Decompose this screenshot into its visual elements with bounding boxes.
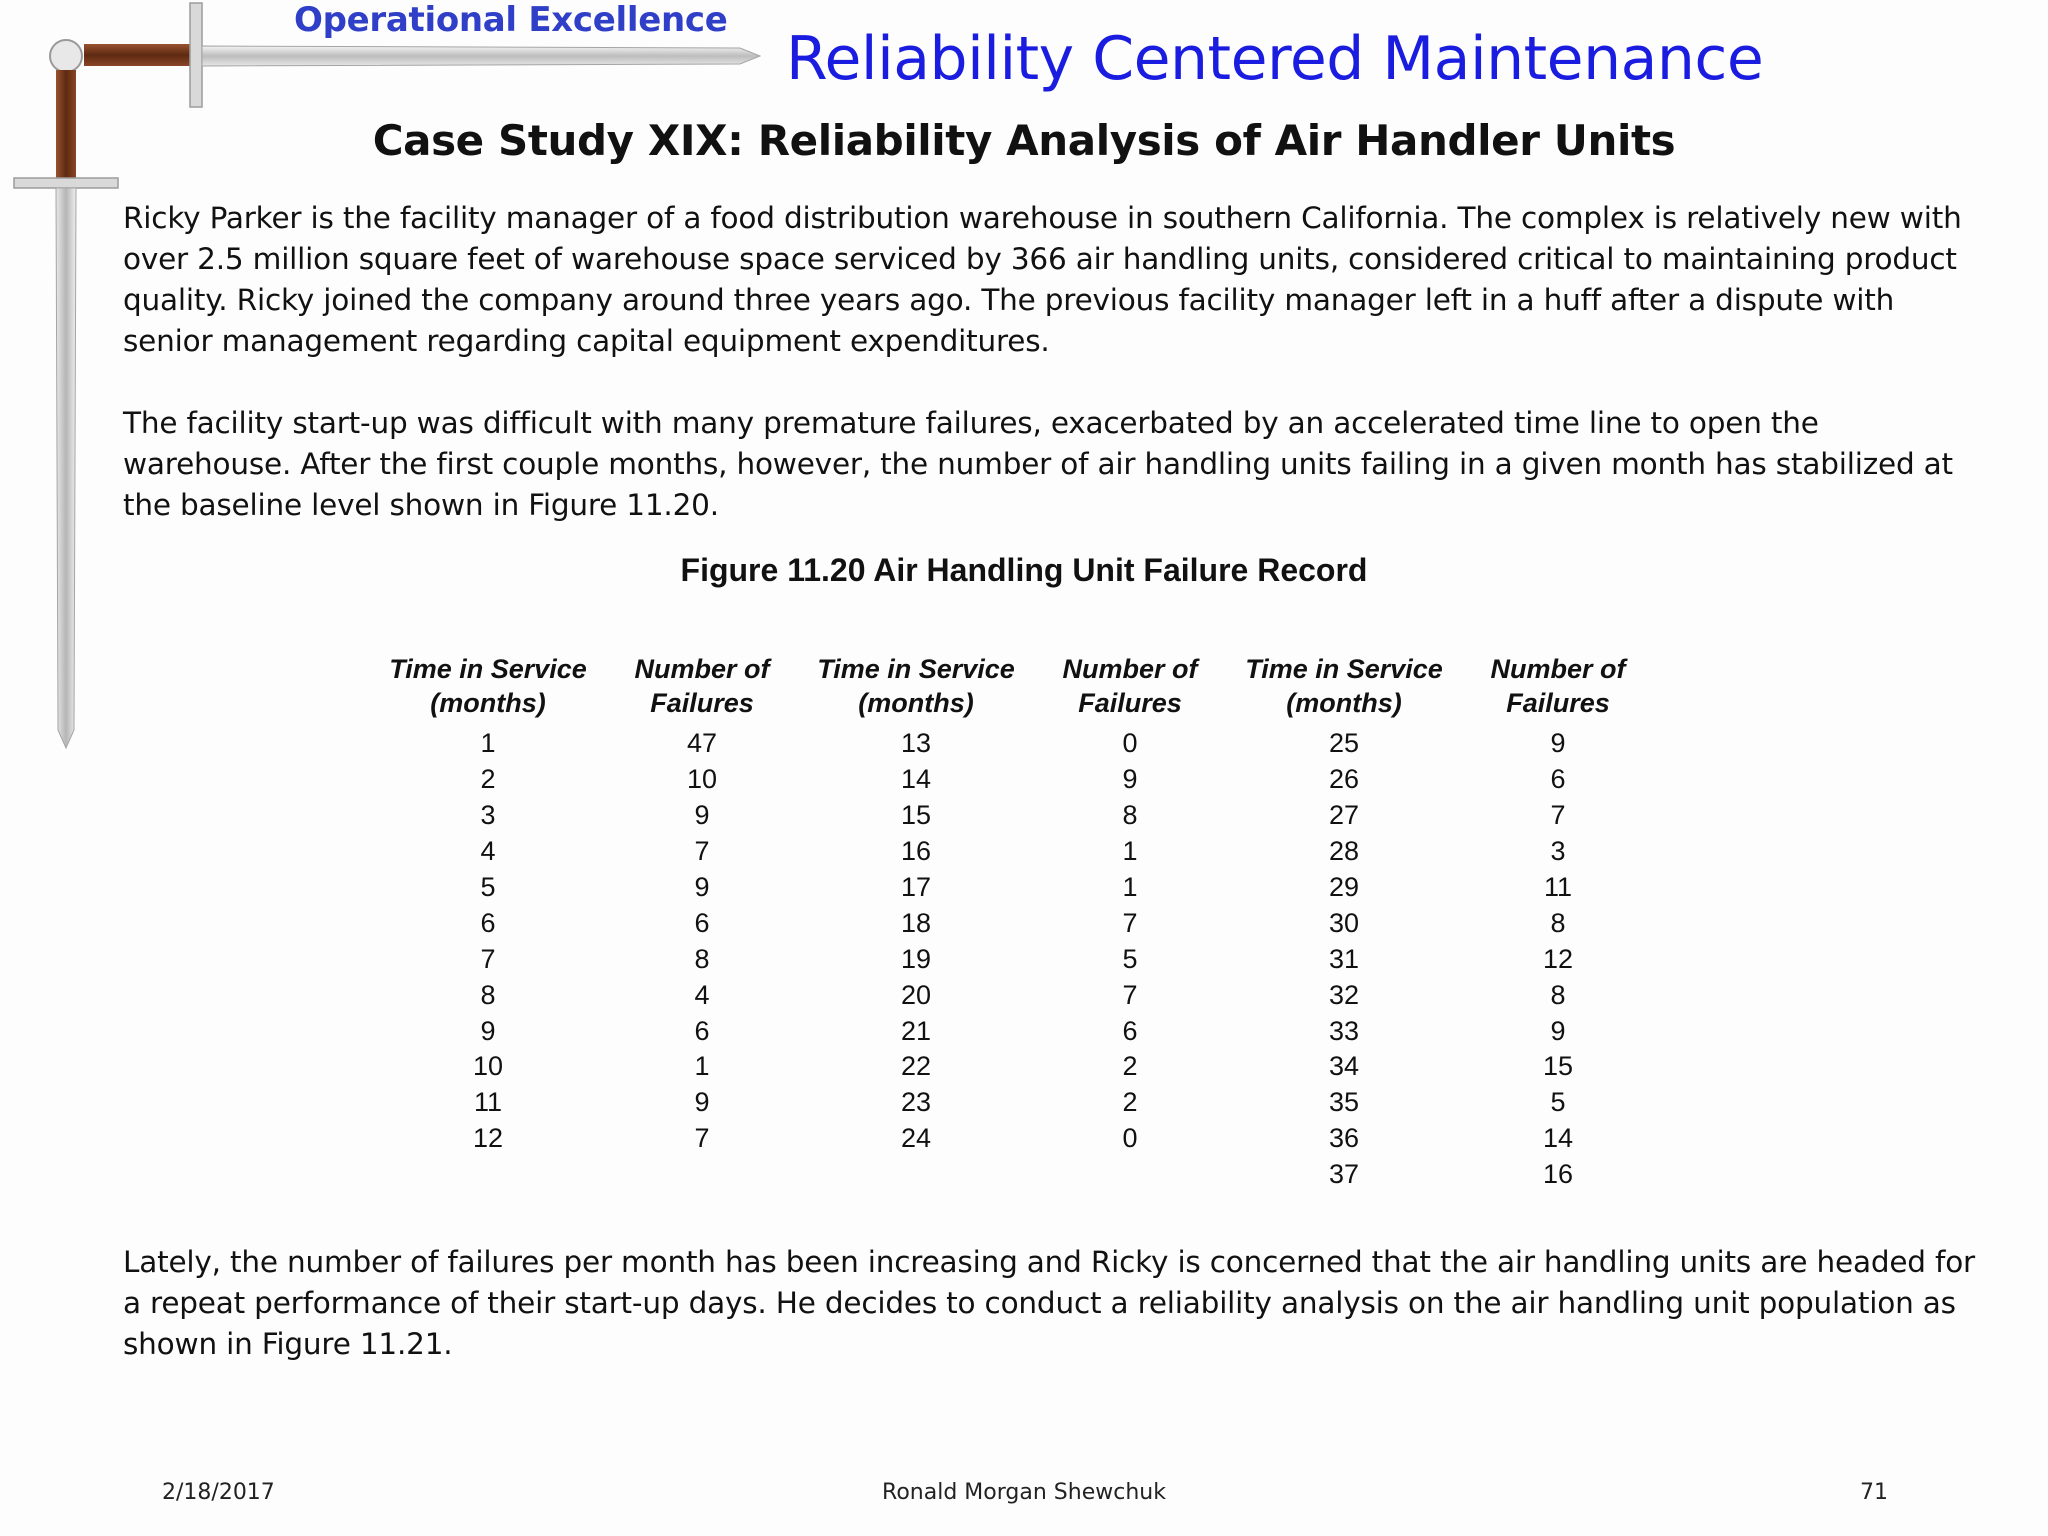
cell-number-of-failures: 9	[694, 800, 710, 831]
cell-time-in-service: 21	[900, 1015, 932, 1046]
cell-time-in-service: 28	[1328, 836, 1360, 867]
cell-number-of-failures: 8	[1550, 979, 1566, 1010]
cell-time-in-service: 17	[900, 872, 932, 902]
cell-number-of-failures: 0	[1122, 728, 1138, 759]
cell-number-of-failures: 10	[686, 764, 718, 795]
column-header-failures-2: Number of Failures	[1062, 654, 1198, 718]
cell-time-in-service	[812, 1157, 1020, 1193]
column-header-time-2: Time in Service (months)	[817, 654, 1015, 718]
cell-number-of-failures: 9	[1550, 728, 1566, 759]
cell-number-of-failures: 6	[1122, 1015, 1138, 1046]
cell-number-of-failures	[592, 1157, 812, 1193]
cell-number-of-failures: 6	[694, 1015, 710, 1046]
brand-label: Operational Excellence	[294, 0, 728, 40]
cell-time-in-service: 16	[900, 836, 932, 867]
cell-number-of-failures: 9	[694, 872, 710, 902]
page-number: 71	[1860, 1480, 1888, 1505]
cell-time-in-service: 23	[900, 1087, 932, 1118]
cell-time-in-service	[384, 1157, 592, 1193]
cell-number-of-failures: 5	[1550, 1087, 1566, 1118]
cell-number-of-failures: 8	[1122, 800, 1138, 831]
table-row	[384, 905, 1668, 941]
cell-number-of-failures: 9	[1122, 764, 1138, 795]
cell-time-in-service: 7	[480, 943, 496, 974]
cell-time-in-service: 1	[480, 728, 496, 759]
cell-number-of-failures: 9	[694, 1087, 710, 1118]
cell-time-in-service: 32	[1328, 979, 1360, 1010]
table-row	[384, 762, 1668, 798]
cell-number-of-failures: 8	[1550, 907, 1566, 938]
cell-number-of-failures: 4	[694, 979, 710, 1010]
cell-number-of-failures: 1	[1122, 836, 1138, 867]
cell-time-in-service: 12	[472, 1123, 504, 1154]
table-row	[384, 1121, 1668, 1157]
cell-time-in-service: 29	[1328, 872, 1360, 902]
table-row	[384, 1013, 1668, 1049]
cell-number-of-failures: 7	[694, 1123, 710, 1154]
cell-time-in-service: 33	[1328, 1015, 1360, 1046]
cell-number-of-failures: 47	[686, 728, 718, 759]
cell-number-of-failures: 2	[1122, 1051, 1138, 1082]
cell-time-in-service: 19	[900, 943, 932, 974]
cell-number-of-failures: 0	[1122, 1123, 1138, 1154]
cell-number-of-failures: 8	[694, 943, 710, 974]
cell-number-of-failures: 6	[694, 907, 710, 938]
cell-number-of-failures: 7	[694, 836, 710, 867]
cell-time-in-service: 22	[900, 1051, 932, 1082]
cell-time-in-service: 15	[900, 800, 932, 831]
cell-time-in-service: 10	[472, 1051, 504, 1082]
table-row	[384, 870, 1668, 906]
cell-number-of-failures: 12	[1542, 943, 1574, 974]
cell-time-in-service: 11	[473, 1087, 503, 1118]
cell-number-of-failures: 3	[1550, 836, 1566, 867]
cell-number-of-failures: 11	[1543, 872, 1573, 902]
startup-paragraph: The facility start-up was difficult with many premature failures, exacerbated by an accelerated time line to open the warehouse. After the first couple months, however, the number of air handling units failing in a given month has stabilized at the baseline level shown in Figure 11.20.	[123, 406, 1953, 522]
cell-time-in-service: 24	[900, 1123, 932, 1154]
cell-time-in-service: 18	[900, 907, 932, 938]
conclusion-paragraph: Lately, the number of failures per month has been increasing and Ricky is concerned that the air handling units are headed for a repeat performance of their start-up days. He decides to conduct a reliability analysis on the air handling unit population as shown in Figure 11.21.	[123, 1245, 1975, 1361]
cell-time-in-service: 30	[1328, 907, 1360, 938]
sword-logo-icon	[0, 0, 780, 760]
table-header-row	[384, 652, 1668, 726]
footer-author: Ronald Morgan Shewchuk	[882, 1480, 1166, 1505]
case-study-title: Case Study XIX: Reliability Analysis of Air Handler Units	[372, 116, 1676, 165]
table-row	[384, 726, 1668, 762]
table-row	[384, 1049, 1668, 1085]
cell-time-in-service: 14	[900, 764, 932, 795]
cell-time-in-service: 35	[1328, 1087, 1360, 1118]
cell-number-of-failures: 6	[1550, 764, 1566, 795]
cell-time-in-service: 26	[1328, 764, 1360, 795]
cell-time-in-service: 27	[1328, 800, 1360, 831]
table-row	[384, 834, 1668, 870]
cell-number-of-failures	[1020, 1157, 1240, 1193]
cell-time-in-service: 31	[1328, 943, 1360, 974]
cell-number-of-failures: 2	[1122, 1087, 1138, 1118]
column-header-time-1: Time in Service (months)	[389, 654, 587, 718]
cell-time-in-service: 13	[900, 728, 932, 759]
table-row	[384, 941, 1668, 977]
intro-paragraph: Ricky Parker is the facility manager of a food distribution warehouse in southern California. The complex is relatively new with over 2.5 million square feet of warehouse space serviced by 366 air handling units, considered critical to maintaining product quality. Ricky joined the company around three years ago. The previous facility manager left in a huff after a dispute with senior management regarding capital equipment expenditures.	[123, 201, 1962, 358]
cell-time-in-service: 37	[1328, 1159, 1360, 1190]
cell-number-of-failures: 5	[1122, 943, 1138, 974]
column-header-failures-3: Number of Failures	[1490, 654, 1626, 718]
cell-time-in-service: 2	[480, 764, 496, 795]
cell-number-of-failures: 1	[1122, 872, 1138, 902]
cell-number-of-failures: 16	[1542, 1159, 1574, 1190]
cell-time-in-service: 5	[480, 872, 496, 902]
cell-time-in-service: 36	[1328, 1123, 1360, 1154]
footer-date: 2/18/2017	[162, 1480, 275, 1505]
failure-record-table	[384, 652, 1668, 1193]
cell-time-in-service: 3	[480, 800, 496, 831]
table-row	[384, 1085, 1668, 1121]
cell-time-in-service: 4	[480, 836, 496, 867]
table-body	[384, 726, 1668, 1193]
cell-number-of-failures: 14	[1542, 1123, 1574, 1154]
cell-number-of-failures: 7	[1550, 800, 1566, 831]
cell-time-in-service: 34	[1328, 1051, 1360, 1082]
cell-time-in-service: 20	[900, 979, 932, 1010]
figure-caption: Figure 11.20 Air Handling Unit Failure Record	[680, 552, 1368, 588]
cell-number-of-failures: 7	[1122, 907, 1138, 938]
column-header-time-3: Time in Service (months)	[1245, 654, 1443, 718]
cell-time-in-service: 6	[480, 907, 496, 938]
table-row	[384, 977, 1668, 1013]
cell-number-of-failures: 15	[1542, 1051, 1574, 1082]
cell-time-in-service: 9	[480, 1015, 496, 1046]
table-row	[384, 1157, 1668, 1193]
column-header-failures-1: Number of Failures	[634, 654, 770, 718]
cell-time-in-service: 8	[480, 979, 496, 1010]
cell-number-of-failures: 7	[1122, 979, 1138, 1010]
slide-title: Reliability Centered Maintenance	[786, 24, 1764, 94]
cell-time-in-service: 25	[1328, 728, 1360, 759]
cell-number-of-failures: 9	[1550, 1015, 1566, 1046]
cell-number-of-failures: 1	[694, 1051, 710, 1082]
table-row	[384, 798, 1668, 834]
